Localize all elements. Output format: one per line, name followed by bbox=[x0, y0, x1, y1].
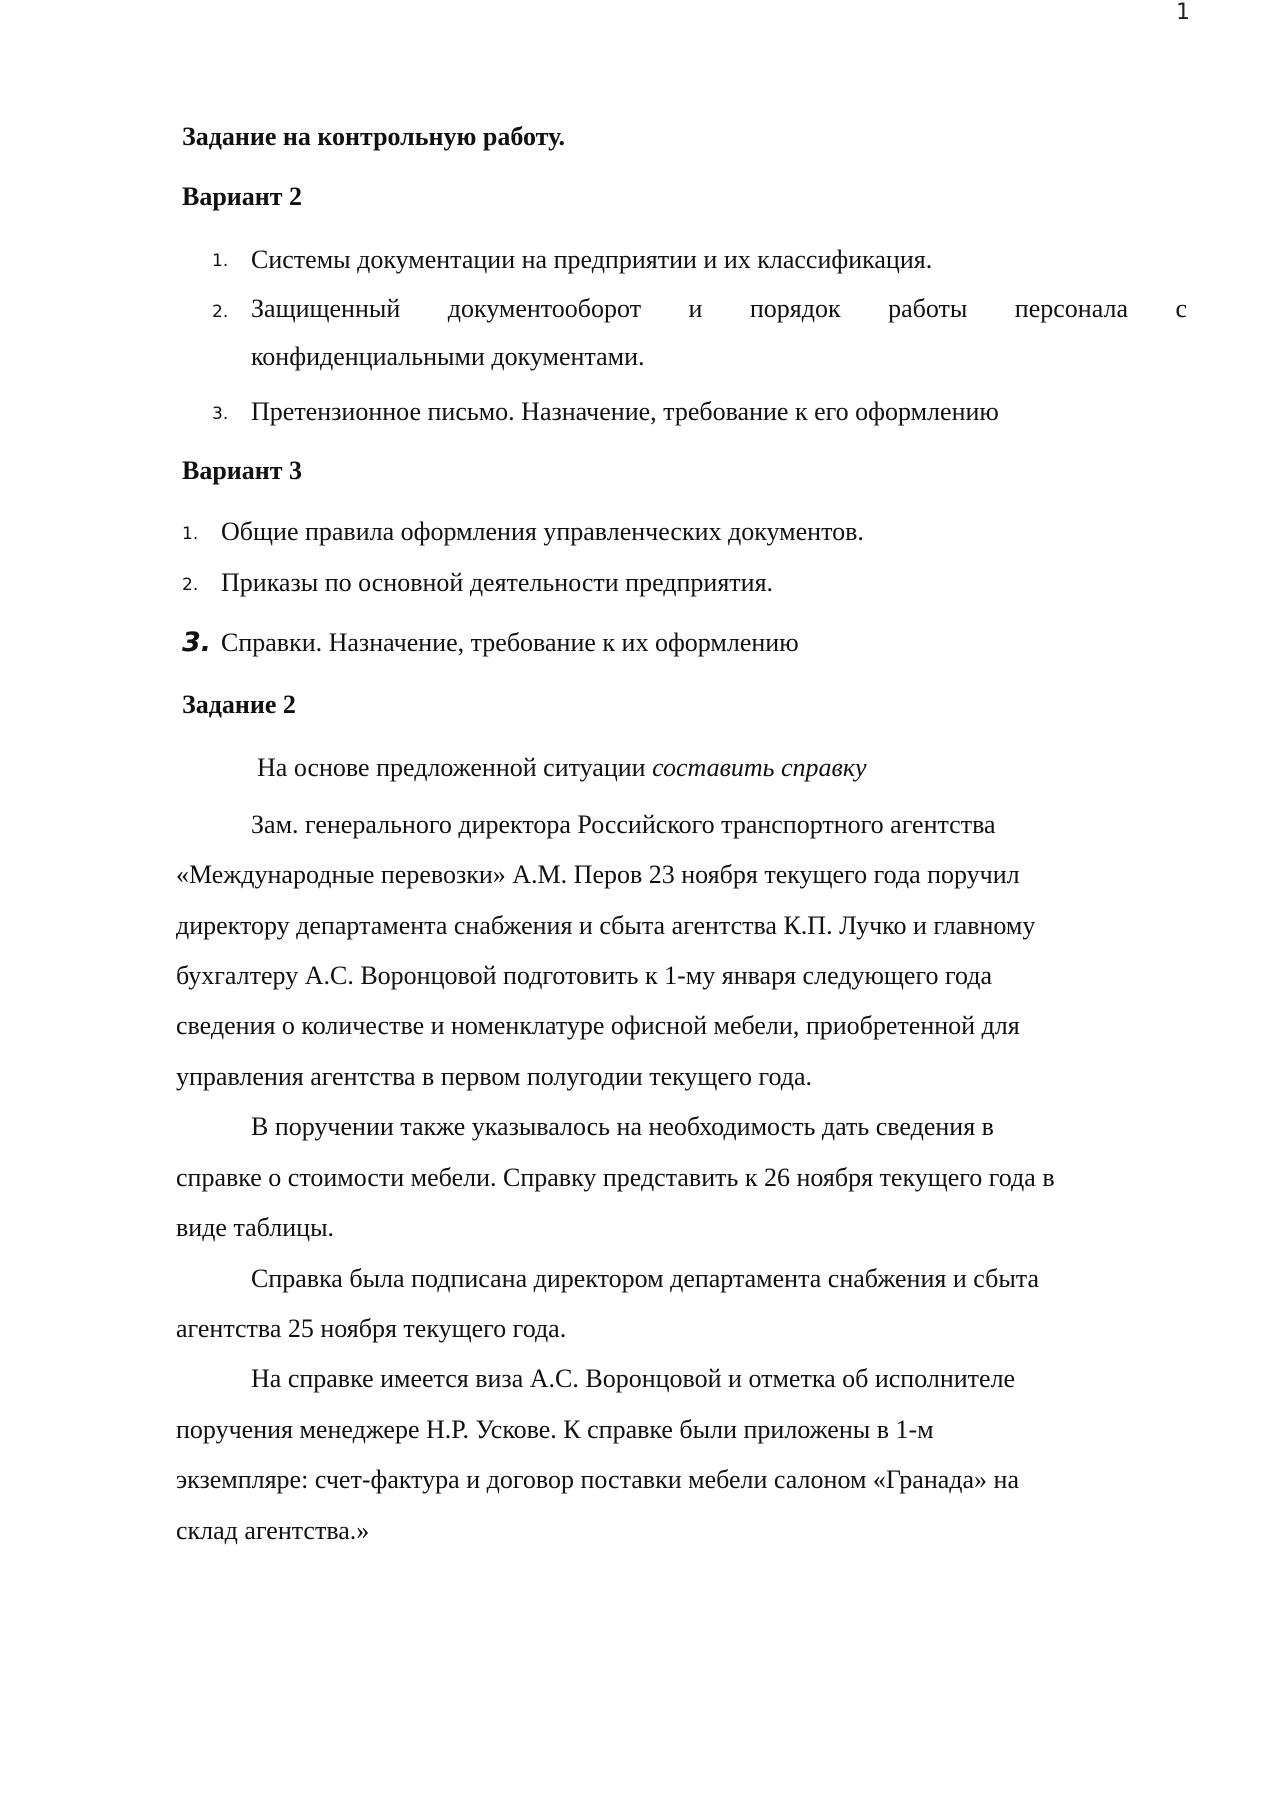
task2-line: управления агентства в первом полугодии текущего года. bbox=[176, 1062, 812, 1091]
task2-line: склад агентства.» bbox=[176, 1516, 370, 1545]
task2-line: «Международные перевозки» А.М. Перов 23 ноября текущего года поручил bbox=[176, 860, 1020, 889]
task2-line: На справке имеется виза А.С. Воронцовой и отметка об исполнителе bbox=[251, 1364, 1016, 1393]
variant3-item1-number: 1. bbox=[182, 524, 199, 544]
task2-line: виде таблицы. bbox=[176, 1213, 335, 1242]
word: и bbox=[688, 294, 703, 323]
variant2-item1-number: 1. bbox=[212, 251, 229, 271]
task2-heading: Задание 2 bbox=[182, 690, 296, 719]
variant3-heading: Вариант 3 bbox=[182, 456, 303, 485]
task2-intro-emphasis: составить справку bbox=[652, 753, 867, 782]
task2-line: директору департамента снабжения и сбыта агентства К.П. Лучко и главному bbox=[176, 911, 1036, 940]
task2-line: агентства 25 ноября текущего года. bbox=[176, 1314, 567, 1343]
variant2-item2-line2: конфиденциальными документами. bbox=[251, 342, 645, 371]
variant2-item1-text: Системы документации на предприятии и их классификация. bbox=[251, 245, 933, 274]
word: с bbox=[1175, 294, 1187, 323]
task2-line: Справка была подписана директором департамента снабжения и сбыта bbox=[251, 1264, 1040, 1293]
task2-line: экземпляре: счет-фактура и договор поставки мебели салоном «Гранада» на bbox=[176, 1465, 1020, 1494]
variant3-item2-text: Приказы по основной деятельности предприятия. bbox=[221, 568, 774, 597]
task2-line: справке о стоимости мебели. Справку представить к 26 ноября текущего года в bbox=[176, 1163, 1055, 1192]
variant2-item2-number: 2. bbox=[212, 302, 229, 322]
document-title: Задание на контрольную работу. bbox=[182, 122, 565, 151]
variant3-item3-text: Справки. Назначение, требование к их оформлению bbox=[221, 628, 799, 657]
word: порядок bbox=[749, 294, 841, 323]
word: персонала bbox=[1014, 294, 1128, 323]
task2-line: сведения о количестве и номенклатуре офисной мебели, приобретенной для bbox=[176, 1011, 1020, 1040]
word: работы bbox=[888, 294, 968, 323]
page-number: 1 bbox=[1176, 0, 1190, 25]
variant3-item3-number: 3. bbox=[182, 627, 212, 658]
variant3-item2-number: 2. bbox=[182, 575, 199, 595]
variant3-item1-text: Общие правила оформления управленческих документов. bbox=[221, 517, 864, 546]
task2-intro-text: На основе предложенной ситуации bbox=[257, 753, 653, 782]
word: Защищенный bbox=[251, 294, 401, 323]
variant2-item3-number: 3. bbox=[212, 404, 229, 424]
variant2-heading: Вариант 2 bbox=[182, 182, 303, 211]
task2-line: Зам. генерального директора Российского транспортного агентства bbox=[251, 810, 996, 839]
variant2-item2-line1 bbox=[251, 294, 1187, 324]
word: документооборот bbox=[447, 294, 642, 323]
task2-line: бухгалтеру А.С. Воронцовой подготовить к 1-му января следующего года bbox=[176, 961, 993, 990]
task2-intro bbox=[257, 753, 867, 783]
task2-line: поручения менеджере Н.Р. Ускове. К справке были приложены в 1-м bbox=[176, 1415, 934, 1444]
task2-line: В поручении также указывалось на необходимость дать сведения в bbox=[251, 1112, 994, 1141]
variant2-item3-text: Претензионное письмо. Назначение, требование к его оформлению bbox=[251, 397, 999, 426]
